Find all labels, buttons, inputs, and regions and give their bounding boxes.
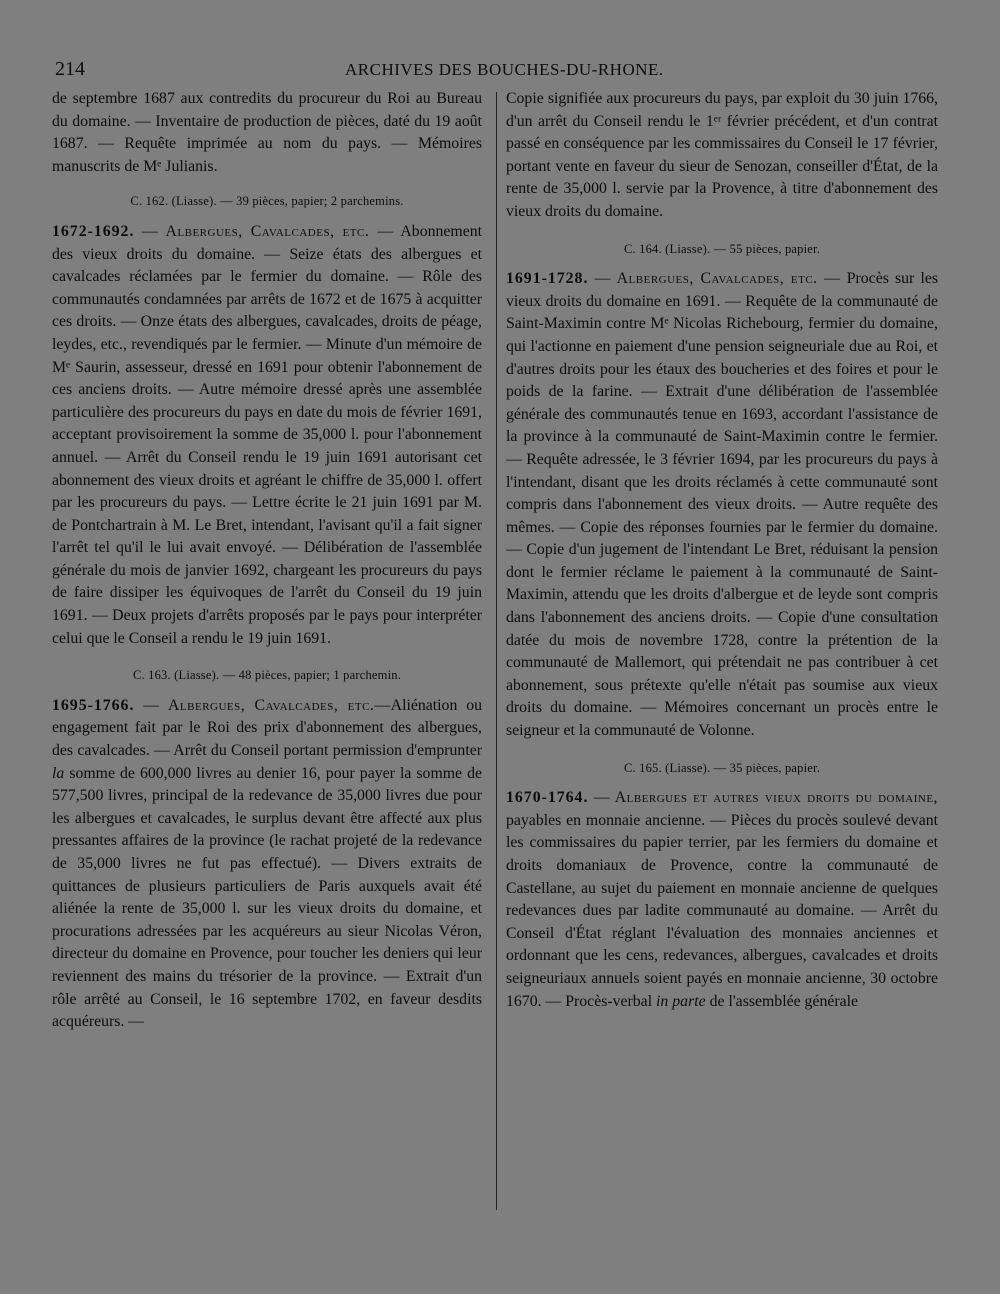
cote-c164: C. 164. (Liasse). — 55 pièces, papier. (623, 241, 821, 256)
entry-body: payables en monnaie ancienne. — Pièces du procès soulevé devant les commissaires du papier terrier, par les fermiers du domaine et droits domaniaux de Provence, contre la communauté de Castellane, au sujet du paiement en monnaie ancienne de quelques redevances dues par ladite communauté au domaine. — Arrêt du Conseil d'État réglant l'évaluation des monnaies anciennes et ordonnant que les cens, redevances, albergues, cavalcades et droits seigneuriaux annuels soient payés en monnaie ancienne, 30 octobre 1670. — Procès-verbal (506, 811, 938, 1010)
continued-entry-text: Copie signifiée aux procureurs du pays, par exploit du 30 juin 1766, d'un arrêt du Conseil rendu le 1ᵉʳ février précédent, et d'un contrat passé en conséquence par les commissaires du Conseil le 17 février, portant vente en faveur du sieur de Senozan, conseiller d'État, de la rente de 35,000 l. servie par la Provence, à titre d'abonnement des vieux droits du domaine. (506, 90, 938, 220)
entry-body: Abonnement des vieux droits du domaine. — Seize états des albergues et cavalcades réclamées par le fermier du domaine. — Rôle des communautés condamnées par arrêts de 1672 et de 1675 à acquitter ces droits. — Onze états des albergues, cavalcades, droits de péage, leydes, etc., revendiqués par le fermier. — Minute d'un mémoire de Mᵉ Saurin, assesseur, dressé en 1691 pour obtenir l'abonnement de ces anciens droits. — Autre mémoire dressé après une assemblée particulière des procureurs du pays en date du mois de février 1691, acceptant provisoirement la somme de 35,000 l. pour l'abonnement annuel. — Arrêt du Conseil rendu le 19 juin 1691 autorisant cet abonnement des vieux droits et agréant le chiffre de 35,000 l. offert par les procureurs du pays. — Lettre écrite le 21 juin 1691 par M. de Pontchartrain à M. Le Bret, intendant, l'avisant qu'il a fait signer l'arrêt tel qu'il le lui avait envoyé. — Délibération de l'assemblée générale du mois de janvier 1692, chargeant les procureurs du pays de faire dissiper les équivoques de l'arrêt du Conseil du 19 juin 1691. — Deux projets d'arrêts proposés par le pays pour interpréter celui que le Conseil a rendu le 19 juin 1691. (52, 222, 482, 647)
entry-heading: — Albergues, Cavalcades, etc. — (141, 222, 394, 240)
entry-date: 1695-1766. (52, 696, 135, 714)
entry-date: 1691-1728. (506, 270, 589, 288)
cote-c162: C. 162. (Liasse). — 39 pièces, papier; 2 parchemins. (130, 194, 404, 209)
entry-body: Procès sur les vieux droits du domaine en 1691. — Requête de la communauté de Saint-Maximin contre Mᵉ Nicolas Richebourg, fermier du domaine, qui l'actionne en paiement d'une pension seigneuriale due au Roi, et d'autres droits pour les étaux des boucheries et des foires et pour le poids de la farine. — Extrait d'une délibération de l'assemblée générale des communautés tenue en 1693, accordant l'assistance de la province à la communauté de Saint-Maximin contre le fermier. — Requête adressée, le 3 février 1694, par les procureurs du pays à l'intendant, disant que les droits réclamés à cette communauté sont compris dans l'abonnement des vieux droits. — Autre requête des mêmes. — Copie des réponses fournies par le fermier du domaine. — Copie d'un jugement de l'intendant Le Bret, réduisant la pension dont le fermier réclame le paiement à la communauté de Saint-Maximin, attendu que les droits d'albergue et de leyde sont compris dans l'abonnement des anciens droits. — Copie d'une consultation datée du mois de novembre 1728, contre la prétention de la communauté de Mallemort, qui prétendait ne pas contribuer à cet abonnement, sous prétexte qu'elle n'était pas soumise aux vieux droits du domaine. — Mémoires concernant un procès entre le seigneur et la communauté de Volonne. (506, 270, 939, 740)
entry-body-end: somme de 600,000 livres au denier 16, pour payer la somme de 577,500 livres, principal de la redevance de 35,000 livres due pour les albergues et cavalcades, le surplus devant être affecté aux plus pressantes affaires de la province (le rachat projeté de la redevance de 35,000 livres ne fut pas effectué). — Divers extraits de quittances de plusieurs particuliers de Paris auxquels avait été aliénée la rente de 35,000 l. sur les vieux droits du domaine, et procurations adressées par les acquéreurs au sieur Nicolas Véron, directeur du domaine en Provence, pour toucher les deniers qui leur reviennent des mains du trésorier de la province. — Extrait d'un rôle arrêté au Conseil, le 16 septembre 1702, en faveur desdits acquéreurs. — (52, 764, 482, 1031)
right-column (506, 88, 938, 1013)
entry-heading: — Albergues, Cavalcades, etc.— (143, 696, 391, 714)
entry-heading: — Albergues, Cavalcades, etc. — (594, 270, 841, 288)
cote-c165: C. 165. (Liasse). — 35 pièces, papier. (623, 760, 821, 775)
running-title: ARCHIVES DES BOUCHES-DU-RHONE. (345, 60, 664, 79)
page-number: 214 (55, 58, 85, 80)
entry-heading: — Albergues et autres vieux droits du domaine, (593, 789, 938, 807)
entry-c162 (52, 221, 482, 650)
entry-body: Aliénation ou engagement fait par le Roi des prix d'abonnement des albergues, des cavalcades. — Arrêt du Conseil portant permission d'emprunter (52, 696, 482, 760)
entry-italic: in parte (656, 992, 706, 1010)
continued-entry-text: de septembre 1687 aux contredits du procureur du Roi au Bureau du domaine. — Inventaire de production de pièces, daté du 19 août 1687. — Requête imprimée au nom du pays. — Mémoires manuscrits de Mᵉ Julianis. (52, 90, 482, 175)
entry-body-end: de l'assemblée générale (705, 992, 859, 1010)
entry-italic: la (52, 764, 65, 782)
entry-date: 1670-1764. (506, 789, 589, 807)
entry-date: 1672-1692. (52, 222, 135, 240)
entry-c164 (506, 268, 938, 742)
entry-c165 (506, 787, 938, 1013)
left-column (52, 88, 482, 1034)
column-divider (496, 92, 497, 1210)
entry-c163 (52, 695, 482, 1034)
cote-c163: C. 163. (Liasse). — 48 pièces, papier; 1 parchemin. (132, 668, 402, 683)
page-header (55, 58, 945, 88)
